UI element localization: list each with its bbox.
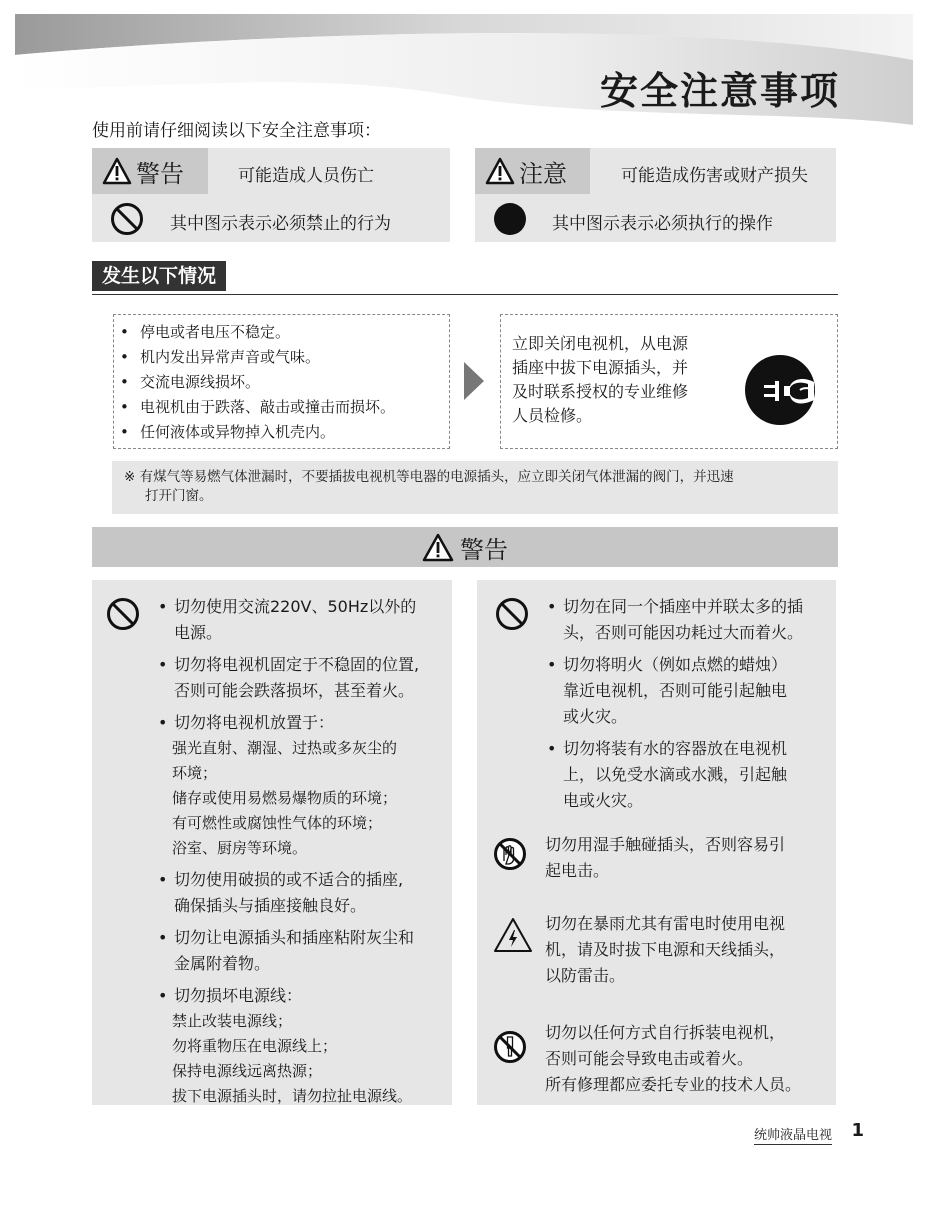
text-line: 立即关闭电视机，从电源	[512, 334, 689, 353]
note-line-1: ※ 有煤气等易燃气体泄漏时，不要插拔电视机等电器的电源插头，应立即关闭气体泄漏的阀门，并迅速	[124, 469, 734, 485]
text-line: 切勿用湿手触碰插头，否则容易引	[545, 835, 786, 854]
text-line: 电或火灾。	[563, 791, 644, 810]
warning-item	[156, 867, 446, 919]
wet-hands-warning	[545, 832, 830, 884]
text-line: • 切勿将明火（例如点燃的蜡烛）	[563, 655, 788, 674]
prohibit-icon	[110, 202, 144, 236]
text-line: • 切勿将电视机放置于：	[174, 713, 335, 732]
warning-item	[156, 652, 446, 704]
text-line: 有可燃性或腐蚀性气体的环境；	[172, 814, 383, 832]
condition-item: • 机内发出异常声音或气味。	[114, 345, 449, 370]
legend-caution-desc: 可能造成伤害或财产损失	[621, 166, 808, 186]
intro-text: 使用前请仔细阅读以下安全注意事项：	[92, 121, 381, 141]
no-disassemble-icon	[493, 1030, 527, 1064]
conditions-list	[114, 315, 449, 445]
text-line: 及时联系授权的专业维修	[512, 382, 689, 401]
text-line: 所有修理都应委托专业的技术人员。	[545, 1075, 802, 1094]
text-line: 保持电源线远离热源；	[172, 1062, 323, 1080]
action-text	[512, 332, 688, 428]
text-line: 靠近电视机，否则可能引起触电	[563, 681, 788, 700]
text-line: 头，否则可能因功耗过大而着火。	[563, 623, 804, 642]
text-line: 以防雷击。	[545, 966, 626, 985]
conditions-box	[113, 314, 450, 449]
text-line: 拔下电源插头时，请勿拉扯电源线。	[172, 1087, 413, 1105]
text-line: • 切勿使用破损的或不适合的插座,	[174, 870, 404, 889]
text-line: • 切勿将电视机固定于不稳固的位置,	[174, 655, 420, 674]
text-line: 确保插头与插座接触良好。	[174, 896, 367, 915]
caution-triangle-icon	[485, 157, 515, 185]
prohibit-icon	[106, 597, 140, 631]
text-line: 环境；	[172, 764, 218, 782]
warning-item	[156, 983, 446, 1109]
text-line: 浴室、厨房等环境。	[172, 839, 308, 857]
conditions-heading: 发生以下情况	[92, 261, 226, 291]
text-line: 插座中拔下电源插头，并	[512, 358, 689, 377]
section-divider	[92, 294, 838, 295]
condition-item: • 停电或者电压不稳定。	[114, 320, 449, 345]
right-warning-list	[545, 594, 835, 820]
no-wet-hands-icon	[493, 837, 527, 871]
electric-shock-icon	[493, 917, 533, 953]
text-line: • 切勿让电源插头和插座粘附灰尘和	[174, 928, 415, 947]
warning-item	[545, 652, 835, 730]
text-line: 金属附着物。	[174, 954, 271, 973]
text-line: 人员检修。	[512, 406, 593, 425]
page-number: 1	[851, 1120, 864, 1141]
warning-section-header: 警告	[92, 527, 838, 567]
action-box	[500, 314, 838, 449]
text-line: 电源。	[174, 623, 223, 642]
thunderstorm-warning	[545, 911, 830, 989]
text-line: 强光直射、潮湿、过热或多灰尘的	[172, 739, 398, 757]
text-line: 否则可能会导致电击或着火。	[545, 1049, 754, 1068]
text-line: 机，请及时拔下电源和天线插头，	[545, 940, 786, 959]
warning-triangle-icon	[102, 157, 132, 185]
warning-left-panel	[92, 580, 452, 1105]
warning-item	[156, 925, 446, 977]
text-line: • 切勿将装有水的容器放在电视机	[563, 739, 788, 758]
legend-caution-box	[475, 148, 836, 242]
legend-caution-label: 注意	[475, 148, 590, 194]
text-line: • 切勿损坏电源线：	[174, 986, 303, 1005]
note-line-2: 打开门窗。	[145, 488, 213, 504]
warning-triangle-icon	[422, 533, 454, 562]
prohibit-icon	[495, 597, 529, 631]
unplug-icon	[744, 354, 816, 426]
warning-item	[545, 736, 835, 814]
text-line: 否则可能会跌落损坏，甚至着火。	[174, 681, 415, 700]
condition-item: • 电视机由于跌落、敲击或撞击而损坏。	[114, 395, 449, 420]
warning-item	[156, 594, 446, 646]
footer-brand: 统帅液晶电视	[754, 1124, 832, 1145]
legend-prohibit-desc: 其中图示表示必须禁止的行为	[170, 214, 391, 234]
gas-leak-note	[112, 461, 838, 514]
disassemble-warning	[545, 1020, 830, 1098]
legend-warning-box	[92, 148, 450, 242]
text-line: 起电击。	[545, 861, 610, 880]
text-line: 勿将重物压在电源线上；	[172, 1037, 338, 1055]
text-line: 储存或使用易燃易爆物质的环境；	[172, 789, 398, 807]
legend-warning-label: 警告	[92, 148, 208, 194]
condition-item: • 交流电源线损坏。	[114, 370, 449, 395]
text-line: 禁止改装电源线；	[172, 1012, 293, 1030]
warning-item	[156, 710, 446, 861]
text-line: 切勿以任何方式自行拆装电视机，	[545, 1023, 786, 1042]
arrow-right-icon	[462, 360, 486, 402]
left-warning-list	[156, 594, 446, 1115]
legend-warning-desc: 可能造成人员伤亡	[238, 166, 374, 186]
mandatory-icon	[493, 202, 527, 236]
condition-item: • 任何液体或异物掉入机壳内。	[114, 420, 449, 445]
text-line: 上，以免受水滴或水溅，引起触	[563, 765, 788, 784]
text-line: 切勿在暴雨尤其有雷电时使用电视	[545, 914, 786, 933]
page-title: 安全注意事项	[599, 69, 840, 113]
warning-item	[545, 594, 835, 646]
text-line: • 切勿使用交流220V、50Hz以外的	[174, 597, 417, 616]
text-line: 或火灾。	[563, 707, 628, 726]
warning-right-panel	[477, 580, 836, 1105]
text-line: • 切勿在同一个插座中并联太多的插	[563, 597, 804, 616]
legend-mandatory-desc: 其中图示表示必须执行的操作	[552, 214, 773, 234]
